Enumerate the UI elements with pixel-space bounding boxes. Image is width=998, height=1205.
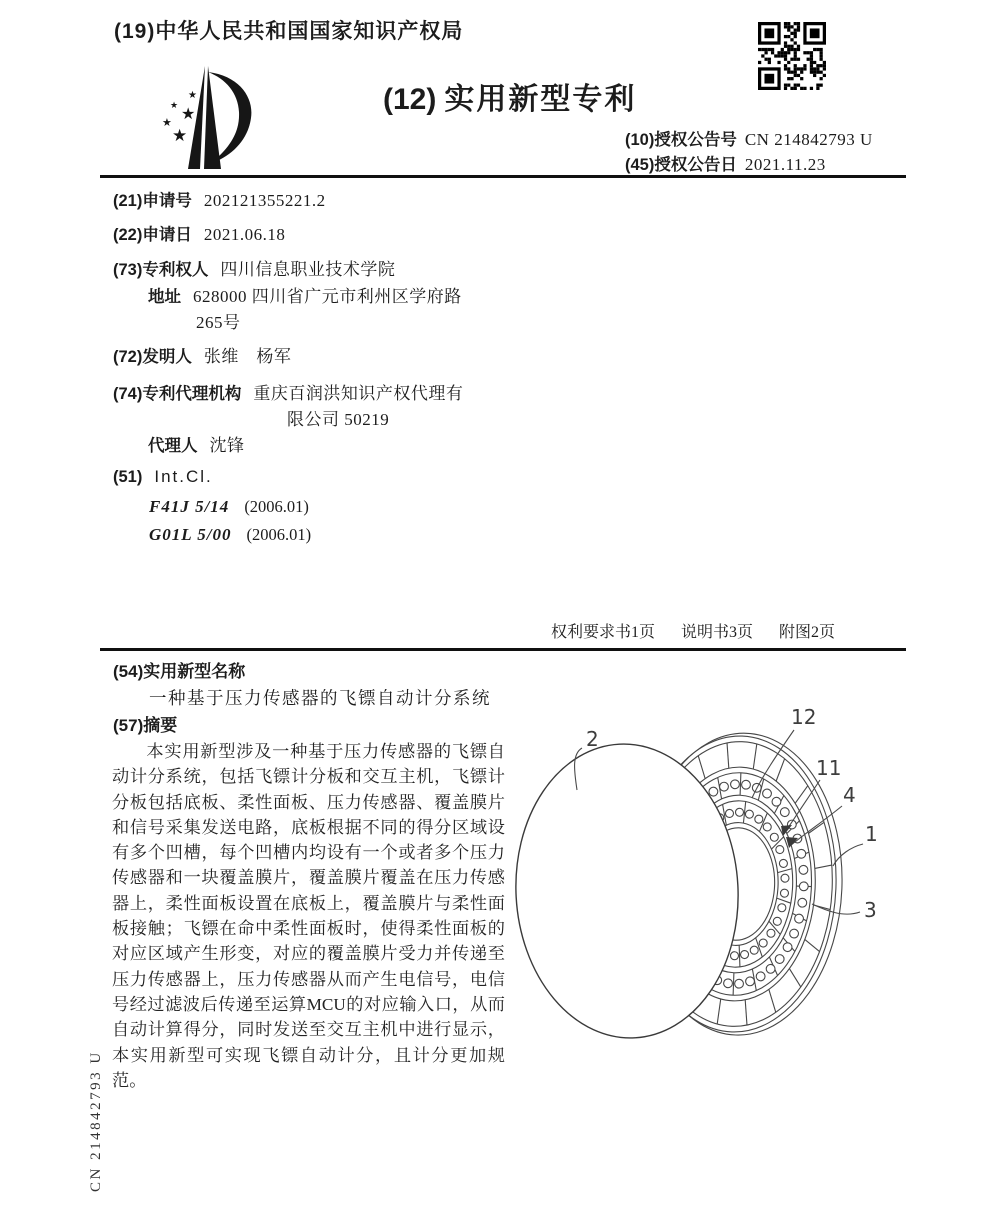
publication-number-row xyxy=(625,126,873,150)
patent-office-name: (19)中华人民共和国国家知识产权局 xyxy=(114,20,464,43)
intcl-label: (51) xyxy=(113,468,143,486)
svg-text:★: ★ xyxy=(162,117,172,129)
doc-type-text: 实用新型专利 xyxy=(444,83,637,116)
figure-label-2: 2 xyxy=(586,727,599,751)
application-date-row xyxy=(113,221,285,245)
invention-title: 一种基于压力传感器的飞镖自动计分系统 xyxy=(149,688,491,708)
patentee-label: (73)专利权人 xyxy=(113,261,209,279)
intcl-class-2: G01L 5/00 xyxy=(149,525,232,544)
patent-figure xyxy=(503,698,965,1090)
address-label: 地址 xyxy=(148,288,181,306)
description-pages: 说明书3页 xyxy=(680,624,753,641)
application-date-value: 2021.06.18 xyxy=(203,225,286,244)
application-number-label: (21)申请号 xyxy=(113,192,192,210)
agent-label: 代理人 xyxy=(148,437,198,455)
qr-code-icon xyxy=(758,22,826,90)
patentee-value: 四川信息职业技术学院 xyxy=(220,260,396,279)
svg-text:★: ★ xyxy=(170,100,179,110)
address-line1: 628000 四川省广元市利州区学府路 xyxy=(193,287,462,306)
drawings-pages: 附图2页 xyxy=(778,624,835,641)
agency-line1: 重庆百润洪知识产权代理有 xyxy=(253,384,464,403)
cnipa-logo-icon xyxy=(148,62,262,176)
inventors-label: (72)发明人 xyxy=(113,348,192,366)
section-divider xyxy=(100,648,906,651)
svg-text:★: ★ xyxy=(181,106,196,123)
svg-text:★: ★ xyxy=(172,126,188,145)
application-number-row xyxy=(113,187,326,211)
publication-date-label: (45)授权公告日 xyxy=(625,156,737,174)
figure-label-1: 1 xyxy=(865,822,878,846)
flexible-panel-ellipse xyxy=(508,738,745,1043)
intcl-entry xyxy=(149,497,309,517)
agent-row xyxy=(148,431,245,456)
agent-value: 沈锋 xyxy=(209,436,245,455)
doc-type-title xyxy=(383,74,636,118)
figure-label-4: 4 xyxy=(843,783,856,807)
address-line2: 265号 xyxy=(196,313,241,332)
agency-line2-row xyxy=(287,405,389,430)
address-line2-row xyxy=(196,308,241,333)
svg-text:★: ★ xyxy=(188,90,197,101)
application-date-label: (22)申请日 xyxy=(113,226,192,244)
agency-line2: 限公司 50219 xyxy=(287,410,390,429)
header-divider xyxy=(100,175,906,178)
claims-pages: 权利要求书1页 xyxy=(550,624,655,641)
figure-label-3: 3 xyxy=(864,898,877,922)
intcl-class-1: F41J 5/14 xyxy=(149,497,230,516)
intcl-row xyxy=(113,467,213,487)
intcl-entry xyxy=(149,525,311,545)
intcl-version-2: (2006.01) xyxy=(246,525,312,544)
publication-number-value: CN 214842793 U xyxy=(744,130,873,149)
intcl-version-1: (2006.01) xyxy=(244,497,309,516)
abstract-section-label: (57)摘要 xyxy=(113,716,178,735)
patentee-row xyxy=(113,255,395,280)
figure-label-11: 11 xyxy=(816,756,842,780)
publication-date-row xyxy=(625,151,826,175)
figure-label-12: 12 xyxy=(791,705,817,729)
application-number-value: 202121355221.2 xyxy=(203,191,326,210)
title-section-label: (54)实用新型名称 xyxy=(113,662,246,681)
address-row xyxy=(148,282,462,307)
agency-label: (74)专利代理机构 xyxy=(113,385,242,403)
abstract-text: 本实用新型涉及一种基于压力传感器的飞镖自动计分系统，包括飞镖计分板和交互主机，飞镖计分板包括底板、柔性面板、压力传感器、覆盖膜片和信号采集发送电路，底板根据不同的得分区域设有多个凹槽，每个凹槽内均设有一个或者多个压力传感器和一块覆盖膜片，覆盖膜片覆盖在压力传感器上，柔性面板设置在底板上，覆盖膜片与柔性面板接触；飞镖在命中柔性面板时，使得柔性面板的对应区域产生形变，对应的覆盖膜片受力并传递至压力传感器上，压力传感器从而产生电信号，电信号经过滤波后传递至运算MCU的对应输入口，从而自动计算得分，同时发送至交互主机中进行显示，本实用新型可实现飞镖自动计分，且计分更加规范。 xyxy=(112,742,505,1090)
side-publication-number: CN 214842793 U xyxy=(88,1050,104,1192)
publication-number-label: (10)授权公告号 xyxy=(625,131,737,149)
agency-row xyxy=(113,379,463,404)
intcl-text: Int.Cl. xyxy=(154,467,213,486)
inventors-row xyxy=(113,342,291,367)
publication-date-value: 2021.11.23 xyxy=(744,155,826,174)
pages-summary xyxy=(500,619,835,642)
inventors-value: 张维 杨军 xyxy=(203,347,292,366)
doc-type-code: (12) xyxy=(383,83,437,116)
